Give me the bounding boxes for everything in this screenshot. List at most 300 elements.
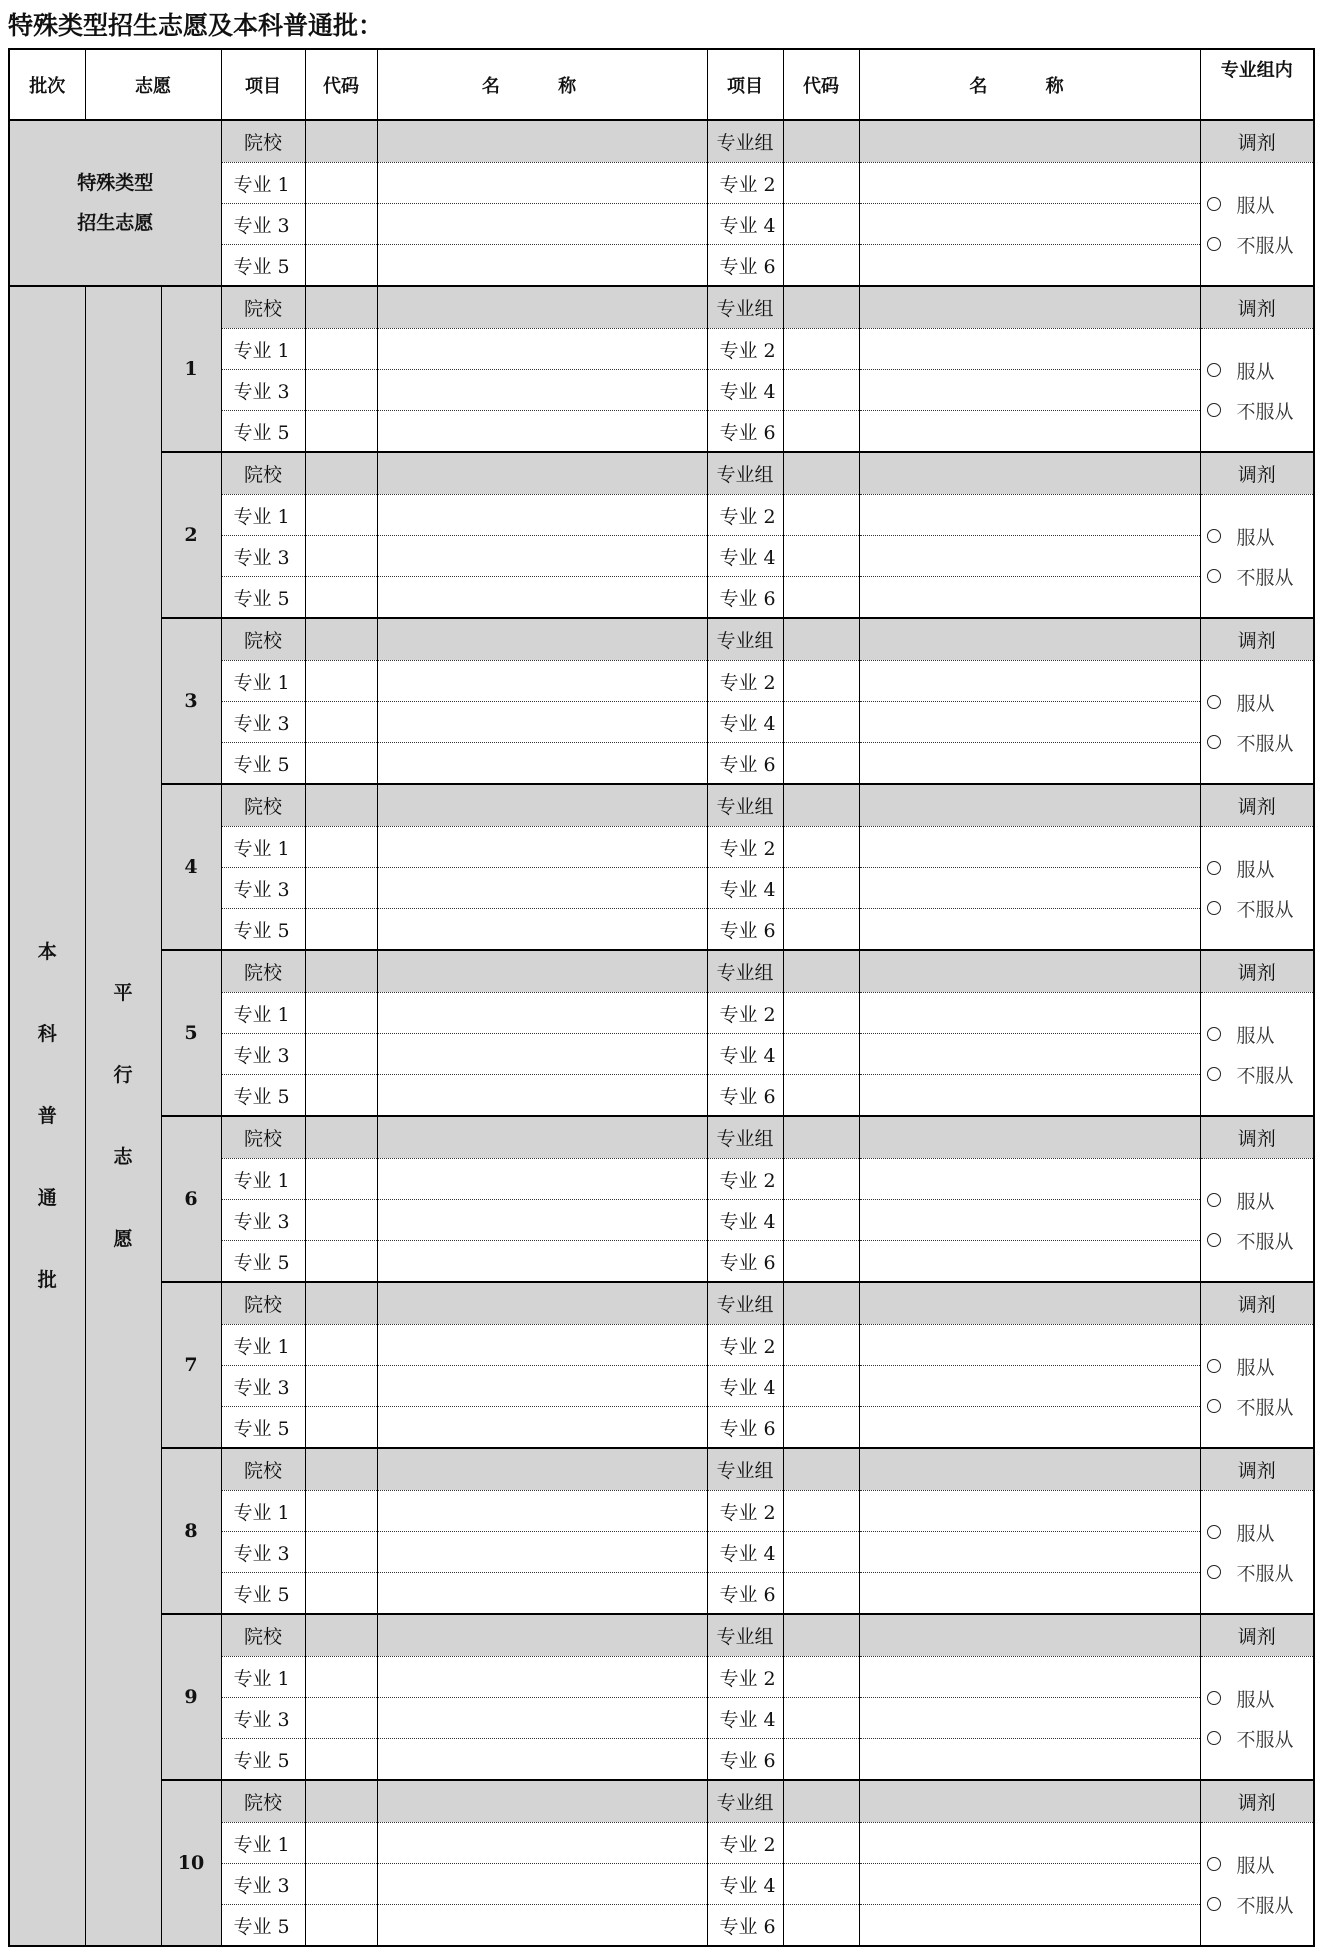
obey-option[interactable]: 服从 (1201, 516, 1314, 556)
not-obey-option[interactable]: 不服从 (1201, 1552, 1314, 1592)
not-obey-option[interactable]: 不服从 (1201, 1884, 1314, 1924)
major-code-field[interactable] (783, 1075, 859, 1117)
major-name-field[interactable] (859, 993, 1200, 1034)
major-label: 专业 1 (221, 1325, 305, 1366)
adjust-options (1200, 1657, 1314, 1781)
major-name-field[interactable] (859, 1491, 1200, 1532)
obey-option[interactable]: 服从 (1201, 848, 1314, 888)
school-code-field[interactable] (305, 120, 377, 163)
not-obey-option[interactable]: 不服从 (1201, 888, 1314, 928)
major-name-field[interactable] (377, 329, 707, 370)
not-obey-option[interactable]: 不服从 (1201, 1718, 1314, 1758)
radio-icon[interactable] (1207, 695, 1221, 709)
choice-number: 10 (161, 1780, 221, 1946)
major-code-field[interactable] (783, 827, 859, 868)
obey-option[interactable]: 服从 (1201, 682, 1314, 722)
major-code-field[interactable] (783, 204, 859, 245)
not-obey-option[interactable]: 不服从 (1201, 556, 1314, 596)
major-code-field[interactable] (305, 827, 377, 868)
major-code-field[interactable] (305, 1075, 377, 1117)
major-name-field[interactable] (859, 370, 1200, 411)
major-name-field[interactable] (377, 1739, 707, 1781)
major-name-field[interactable] (377, 909, 707, 951)
major-code-field[interactable] (305, 204, 377, 245)
school-code-field[interactable] (305, 1282, 377, 1325)
header-name: 名 称 (377, 49, 707, 120)
major-label: 专业 1 (221, 1491, 305, 1532)
major-name-field[interactable] (859, 743, 1200, 785)
choice-number: 1 (161, 286, 221, 452)
major-code-field[interactable] (305, 1325, 377, 1366)
group-name-field[interactable] (859, 784, 1200, 827)
group-code-field[interactable] (783, 618, 859, 661)
radio-icon[interactable] (1207, 1565, 1221, 1579)
major-code-field[interactable] (305, 1366, 377, 1407)
major-label: 专业 4 (707, 1366, 783, 1407)
major-code-field[interactable] (305, 1657, 377, 1698)
choice-school-row (9, 1116, 1314, 1159)
school-code-field[interactable] (305, 1116, 377, 1159)
school-code-field[interactable] (305, 950, 377, 993)
radio-icon[interactable] (1207, 569, 1221, 583)
major-code-field[interactable] (783, 1491, 859, 1532)
major-code-field[interactable] (305, 868, 377, 909)
obey-option[interactable]: 服从 (1201, 1346, 1314, 1386)
major-code-field[interactable] (305, 1159, 377, 1200)
major-name-field[interactable] (859, 1075, 1200, 1117)
group-code-field[interactable] (783, 1614, 859, 1657)
obey-option[interactable]: 服从 (1201, 1844, 1314, 1884)
major-name-field[interactable] (377, 1823, 707, 1864)
choice-school-row (9, 1780, 1314, 1823)
major-code-field[interactable] (783, 1241, 859, 1283)
header-choice: 志愿 (85, 49, 221, 120)
school-name-field[interactable] (377, 1282, 707, 1325)
header-item-2: 项目 (707, 49, 783, 120)
major-label: 专业 5 (221, 743, 305, 785)
major-code-field[interactable] (305, 909, 377, 951)
radio-icon[interactable] (1207, 1897, 1221, 1911)
school-code-field[interactable] (305, 784, 377, 827)
major-code-field[interactable] (783, 661, 859, 702)
radio-icon[interactable] (1207, 1399, 1221, 1413)
adjust-options (1200, 1823, 1314, 1947)
major-label: 专业 4 (707, 536, 783, 577)
major-name-field[interactable] (377, 1075, 707, 1117)
radio-icon[interactable] (1207, 237, 1221, 251)
major-code-field[interactable] (305, 661, 377, 702)
major-code-field[interactable] (305, 245, 377, 287)
major-code-field[interactable] (305, 1034, 377, 1075)
major-name-field[interactable] (377, 1573, 707, 1615)
major-name-field[interactable] (859, 702, 1200, 743)
choice-school-row (9, 618, 1314, 661)
major-label: 专业 4 (707, 1864, 783, 1905)
major-label: 专业 5 (221, 1075, 305, 1117)
major-name-field[interactable] (377, 1325, 707, 1366)
major-label: 专业 6 (707, 411, 783, 453)
not-obey-option[interactable]: 不服从 (1201, 1054, 1314, 1094)
major-name-field[interactable] (859, 495, 1200, 536)
obey-option[interactable]: 服从 (1201, 1180, 1314, 1220)
adjust-label: 调剂 (1200, 1116, 1314, 1159)
radio-icon[interactable] (1207, 1193, 1221, 1207)
group-label: 专业组 (707, 1448, 783, 1491)
major-code-field[interactable] (783, 370, 859, 411)
major-name-field[interactable] (859, 1034, 1200, 1075)
major-name-field[interactable] (859, 245, 1200, 287)
group-name-field[interactable] (859, 618, 1200, 661)
group-code-field[interactable] (783, 950, 859, 993)
major-label: 专业 1 (221, 661, 305, 702)
group-code-field[interactable] (783, 120, 859, 163)
adjust-label: 调剂 (1200, 618, 1314, 661)
school-name-field[interactable] (377, 120, 707, 163)
group-name-field[interactable] (859, 1282, 1200, 1325)
major-name-field[interactable] (377, 702, 707, 743)
major-name-field[interactable] (859, 204, 1200, 245)
school-name-field[interactable] (377, 618, 707, 661)
major-name-field[interactable] (859, 536, 1200, 577)
major-name-field[interactable] (859, 909, 1200, 951)
school-code-field[interactable] (305, 618, 377, 661)
major-name-field[interactable] (859, 329, 1200, 370)
major-name-field[interactable] (859, 1532, 1200, 1573)
major-name-field[interactable] (377, 163, 707, 204)
group-label: 专业组 (707, 120, 783, 163)
group-name-field[interactable] (859, 1614, 1200, 1657)
school-name-field[interactable] (377, 1780, 707, 1823)
school-label: 院校 (221, 286, 305, 329)
radio-icon[interactable] (1207, 529, 1221, 543)
major-name-field[interactable] (377, 827, 707, 868)
major-name-field[interactable] (377, 1241, 707, 1283)
major-label: 专业 4 (707, 204, 783, 245)
obey-option[interactable]: 服从 (1201, 1512, 1314, 1552)
major-code-field[interactable] (783, 1159, 859, 1200)
not-obey-option[interactable]: 不服从 (1201, 1386, 1314, 1426)
major-name-field[interactable] (859, 827, 1200, 868)
major-code-field[interactable] (305, 370, 377, 411)
major-name-field[interactable] (859, 577, 1200, 619)
school-code-field[interactable] (305, 286, 377, 329)
school-name-field[interactable] (377, 286, 707, 329)
major-label: 专业 3 (221, 1864, 305, 1905)
group-name-field[interactable] (859, 452, 1200, 495)
major-label: 专业 6 (707, 577, 783, 619)
group-name-field[interactable] (859, 1780, 1200, 1823)
school-label: 院校 (221, 784, 305, 827)
major-code-field[interactable] (305, 577, 377, 619)
major-label: 专业 4 (707, 1200, 783, 1241)
major-name-field[interactable] (377, 370, 707, 411)
major-code-field[interactable] (783, 495, 859, 536)
major-code-field[interactable] (783, 163, 859, 204)
school-label: 院校 (221, 1116, 305, 1159)
major-code-field[interactable] (783, 1034, 859, 1075)
major-code-field[interactable] (305, 1407, 377, 1449)
major-name-field[interactable] (377, 577, 707, 619)
major-name-field[interactable] (377, 1864, 707, 1905)
major-name-field[interactable] (377, 1698, 707, 1739)
major-label: 专业 3 (221, 536, 305, 577)
major-code-field[interactable] (305, 1698, 377, 1739)
adjust-options (1200, 1325, 1314, 1449)
major-name-field[interactable] (859, 1366, 1200, 1407)
major-label: 专业 6 (707, 245, 783, 287)
group-name-field[interactable] (859, 950, 1200, 993)
group-name-field[interactable] (859, 120, 1200, 163)
major-code-field[interactable] (305, 1905, 377, 1947)
major-code-field[interactable] (305, 495, 377, 536)
radio-icon[interactable] (1207, 363, 1221, 377)
group-code-field[interactable] (783, 1282, 859, 1325)
major-code-field[interactable] (305, 702, 377, 743)
major-name-field[interactable] (377, 868, 707, 909)
major-name-field[interactable] (859, 1200, 1200, 1241)
major-code-field[interactable] (783, 1573, 859, 1615)
major-code-field[interactable] (305, 329, 377, 370)
major-code-field[interactable] (305, 1200, 377, 1241)
radio-icon[interactable] (1207, 735, 1221, 749)
major-code-field[interactable] (305, 1573, 377, 1615)
radio-icon[interactable] (1207, 197, 1221, 211)
group-label: 专业组 (707, 1282, 783, 1325)
radio-icon[interactable] (1207, 1027, 1221, 1041)
choice-school-row (9, 1448, 1314, 1491)
group-label: 专业组 (707, 950, 783, 993)
major-name-field[interactable] (859, 1407, 1200, 1449)
radio-icon[interactable] (1207, 1857, 1221, 1871)
major-code-field[interactable] (783, 536, 859, 577)
major-name-field[interactable] (859, 1739, 1200, 1781)
school-code-field[interactable] (305, 452, 377, 495)
major-code-field[interactable] (783, 1366, 859, 1407)
major-name-field[interactable] (859, 1159, 1200, 1200)
major-code-field[interactable] (783, 329, 859, 370)
group-code-field[interactable] (783, 1780, 859, 1823)
application-form-table (8, 48, 1315, 1947)
group-name-field[interactable] (859, 1448, 1200, 1491)
header-within-group: 专业组内 (1200, 49, 1314, 120)
radio-icon[interactable] (1207, 1233, 1221, 1247)
major-name-field[interactable] (377, 1034, 707, 1075)
major-name-field[interactable] (377, 1366, 707, 1407)
major-name-field[interactable] (859, 1905, 1200, 1947)
major-code-field[interactable] (305, 1532, 377, 1573)
choice-number: 5 (161, 950, 221, 1116)
obey-option[interactable]: 服从 (1201, 1014, 1314, 1054)
radio-icon[interactable] (1207, 403, 1221, 417)
group-name-field[interactable] (859, 286, 1200, 329)
group-name-field[interactable] (859, 1116, 1200, 1159)
major-label: 专业 1 (221, 827, 305, 868)
major-label: 专业 2 (707, 993, 783, 1034)
school-code-field[interactable] (305, 1780, 377, 1823)
major-code-field[interactable] (783, 1823, 859, 1864)
major-code-field[interactable] (783, 245, 859, 287)
major-code-field[interactable] (783, 909, 859, 951)
major-name-field[interactable] (377, 204, 707, 245)
header-item: 项目 (221, 49, 305, 120)
major-label: 专业 4 (707, 1034, 783, 1075)
special-school-row (9, 120, 1314, 163)
choice-school-row (9, 784, 1314, 827)
school-name-field[interactable] (377, 784, 707, 827)
major-code-field[interactable] (305, 743, 377, 785)
major-code-field[interactable] (783, 1200, 859, 1241)
school-code-field[interactable] (305, 1614, 377, 1657)
adjust-options (1200, 661, 1314, 785)
group-code-field[interactable] (783, 286, 859, 329)
major-label: 专业 2 (707, 1823, 783, 1864)
group-label: 专业组 (707, 1780, 783, 1823)
adjust-options (1200, 1159, 1314, 1283)
major-name-field[interactable] (377, 245, 707, 287)
major-name-field[interactable] (859, 1864, 1200, 1905)
major-name-field[interactable] (377, 993, 707, 1034)
major-label: 专业 5 (221, 1407, 305, 1449)
major-code-field[interactable] (305, 993, 377, 1034)
school-name-field[interactable] (377, 950, 707, 993)
major-code-field[interactable] (305, 163, 377, 204)
major-code-field[interactable] (783, 1657, 859, 1698)
major-name-field[interactable] (859, 163, 1200, 204)
radio-icon[interactable] (1207, 1525, 1221, 1539)
adjust-options (1200, 993, 1314, 1117)
obey-option[interactable]: 服从 (1201, 1678, 1314, 1718)
major-code-field[interactable] (783, 993, 859, 1034)
major-code-field[interactable] (783, 1698, 859, 1739)
major-label: 专业 2 (707, 827, 783, 868)
choice-number: 3 (161, 618, 221, 784)
major-code-field[interactable] (783, 1325, 859, 1366)
major-label: 专业 5 (221, 1739, 305, 1781)
major-name-field[interactable] (377, 661, 707, 702)
adjust-label: 调剂 (1200, 1780, 1314, 1823)
school-name-field[interactable] (377, 1116, 707, 1159)
major-label: 专业 5 (221, 577, 305, 619)
major-name-field[interactable] (859, 1698, 1200, 1739)
major-code-field[interactable] (783, 743, 859, 785)
major-label: 专业 3 (221, 702, 305, 743)
major-name-field[interactable] (377, 1200, 707, 1241)
major-name-field[interactable] (377, 1491, 707, 1532)
major-code-field[interactable] (783, 702, 859, 743)
major-name-field[interactable] (859, 1325, 1200, 1366)
major-name-field[interactable] (859, 411, 1200, 453)
major-name-field[interactable] (859, 661, 1200, 702)
major-label: 专业 1 (221, 1823, 305, 1864)
school-name-field[interactable] (377, 1448, 707, 1491)
not-obey-option[interactable]: 不服从 (1201, 1220, 1314, 1260)
obey-option[interactable]: 服从 (1201, 184, 1314, 224)
major-name-field[interactable] (859, 1823, 1200, 1864)
major-label: 专业 5 (221, 909, 305, 951)
major-label: 专业 2 (707, 661, 783, 702)
major-label: 专业 4 (707, 1532, 783, 1573)
major-code-field[interactable] (305, 1823, 377, 1864)
group-code-field[interactable] (783, 452, 859, 495)
radio-icon[interactable] (1207, 1691, 1221, 1705)
school-label: 院校 (221, 120, 305, 163)
major-code-field[interactable] (305, 536, 377, 577)
not-obey-option[interactable]: 不服从 (1201, 390, 1314, 430)
major-code-field[interactable] (305, 1241, 377, 1283)
group-code-field[interactable] (783, 1448, 859, 1491)
school-name-field[interactable] (377, 452, 707, 495)
radio-icon[interactable] (1207, 861, 1221, 875)
choice-school-row (9, 286, 1314, 329)
major-name-field[interactable] (377, 495, 707, 536)
major-code-field[interactable] (305, 1864, 377, 1905)
major-name-field[interactable] (859, 868, 1200, 909)
major-code-field[interactable] (783, 1532, 859, 1573)
major-name-field[interactable] (859, 1657, 1200, 1698)
header-row (9, 49, 1314, 120)
adjust-options (1200, 495, 1314, 619)
major-code-field[interactable] (783, 1905, 859, 1947)
not-obey-option[interactable]: 不服从 (1201, 224, 1314, 264)
major-label: 专业 2 (707, 495, 783, 536)
obey-option[interactable]: 服从 (1201, 350, 1314, 390)
major-name-field[interactable] (377, 536, 707, 577)
major-name-field[interactable] (377, 1905, 707, 1947)
major-name-field[interactable] (377, 1657, 707, 1698)
major-label: 专业 1 (221, 993, 305, 1034)
major-name-field[interactable] (377, 411, 707, 453)
radio-icon[interactable] (1207, 1359, 1221, 1373)
adjust-options (1200, 827, 1314, 951)
major-label: 专业 6 (707, 1241, 783, 1283)
major-label: 专业 3 (221, 1034, 305, 1075)
major-code-field[interactable] (783, 1739, 859, 1781)
major-name-field[interactable] (377, 743, 707, 785)
school-label: 院校 (221, 452, 305, 495)
choice-number: 4 (161, 784, 221, 950)
major-label: 专业 4 (707, 1698, 783, 1739)
major-code-field[interactable] (783, 1864, 859, 1905)
school-code-field[interactable] (305, 1448, 377, 1491)
major-code-field[interactable] (305, 1491, 377, 1532)
not-obey-option[interactable]: 不服从 (1201, 722, 1314, 762)
header-code-2: 代码 (783, 49, 859, 120)
choice-number: 7 (161, 1282, 221, 1448)
choice-number: 8 (161, 1448, 221, 1614)
choice-school-row (9, 950, 1314, 993)
major-name-field[interactable] (859, 1573, 1200, 1615)
radio-icon[interactable] (1207, 1067, 1221, 1081)
major-code-field[interactable] (783, 868, 859, 909)
group-code-field[interactable] (783, 1116, 859, 1159)
major-name-field[interactable] (377, 1159, 707, 1200)
major-code-field[interactable] (783, 411, 859, 453)
radio-icon[interactable] (1207, 1731, 1221, 1745)
major-code-field[interactable] (783, 1407, 859, 1449)
major-name-field[interactable] (377, 1532, 707, 1573)
group-code-field[interactable] (783, 784, 859, 827)
radio-icon[interactable] (1207, 901, 1221, 915)
major-name-field[interactable] (377, 1407, 707, 1449)
school-label: 院校 (221, 950, 305, 993)
major-code-field[interactable] (783, 577, 859, 619)
major-name-field[interactable] (859, 1241, 1200, 1283)
major-code-field[interactable] (305, 1739, 377, 1781)
major-code-field[interactable] (305, 411, 377, 453)
school-name-field[interactable] (377, 1614, 707, 1657)
major-label: 专业 5 (221, 411, 305, 453)
group-label: 专业组 (707, 1614, 783, 1657)
